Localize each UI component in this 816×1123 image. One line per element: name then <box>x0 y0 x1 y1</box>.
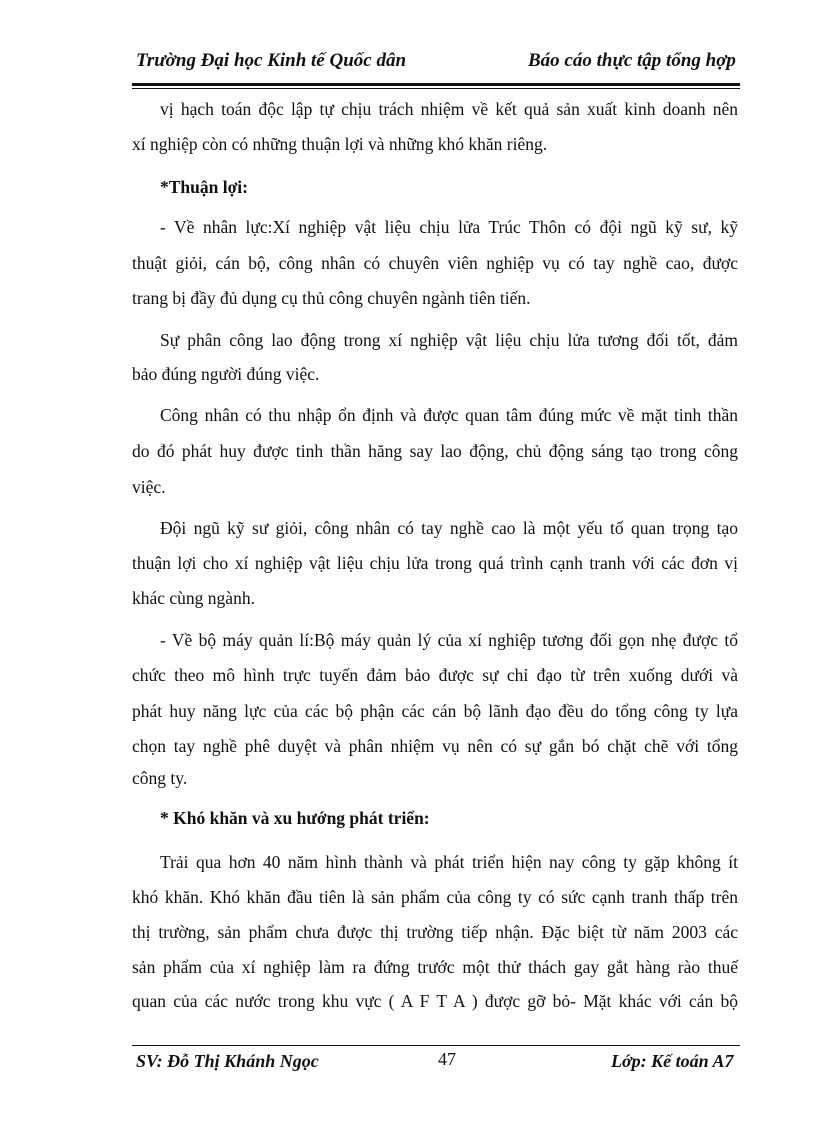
page-header-left: Trường Đại học Kinh tế Quốc dân <box>136 50 407 71</box>
header-rule-thick <box>132 83 740 86</box>
body-line: sản phẩm của xí nghiệp làm ra đứng trước một thử thách gay gắt hàng rào thuế <box>132 957 738 977</box>
footer-class: Lớp: Kế toán A7 <box>611 1051 734 1071</box>
body-line: - Về bộ máy quản lí:Bộ máy quản lý của xí nghiệp tương đối gọn nhẹ được tổ <box>160 630 738 650</box>
body-line: việc. <box>132 477 166 497</box>
header-rule-thin <box>132 88 740 89</box>
body-line: - Về nhân lực:Xí nghiệp vật liệu chịu lửa Trúc Thôn có đội ngũ kỹ sư, kỹ <box>160 217 738 237</box>
footer-student-name: SV: Đỗ Thị Khánh Ngọc <box>136 1051 319 1071</box>
body-line: khác cùng ngành. <box>132 588 255 608</box>
body-line: phát huy năng lực của các bộ phận các cán bộ lãnh đạo đều do tổng công ty lựa <box>132 701 738 721</box>
section-heading-advantages: *Thuận lợi: <box>160 177 248 197</box>
body-line: Công nhân có thu nhập ổn định và được quan tâm đúng mức về mặt tinh thần <box>160 405 738 425</box>
page-header-right: Báo cáo thực tập tổng hợp <box>528 50 736 71</box>
body-line: Sự phân công lao động trong xí nghiệp vật liệu chịu lửa tương đối tốt, đảm <box>160 330 738 350</box>
body-line: bảo đúng người đúng việc. <box>132 364 320 384</box>
body-line: thị trường, sản phẩm chưa được thị trường tiếp nhận. Đặc biệt từ năm 2003 các <box>132 922 738 942</box>
body-line: thuật giỏi, cán bộ, công nhân có chuyên viên nghiệp vụ có tay nghề cao, được <box>132 253 738 273</box>
body-line: xí nghiệp còn có những thuận lợi và những khó khăn riêng. <box>132 134 548 154</box>
page-number: 47 <box>438 1049 456 1069</box>
body-line: Trải qua hơn 40 năm hình thành và phát triển hiện nay công ty gặp không ít <box>160 852 738 872</box>
body-line: trang bị đầy đủ dụng cụ thủ công chuyên ngành tiên tiến. <box>132 288 531 308</box>
body-line: quan của các nước trong khu vực ( A F T A ) được gỡ bỏ- Mặt khác với cán bộ <box>132 991 738 1011</box>
footer-rule <box>132 1045 740 1046</box>
body-line: công ty. <box>132 768 188 788</box>
section-heading-difficulties: * Khó khăn và xu hướng phát triển: <box>160 808 430 828</box>
body-line: Đội ngũ kỹ sư giỏi, công nhân có tay nghề cao là một yếu tố quan trọng tạo <box>160 518 738 538</box>
body-line: khó khăn. Khó khăn đầu tiên là sản phẩm của công ty có sức cạnh tranh thấp trên <box>132 887 738 907</box>
body-line: vị hạch toán độc lập tự chịu trách nhiệm về kết quả sản xuất kinh doanh nên <box>160 99 738 119</box>
body-line: thuận lợi cho xí nghiệp vật liệu chịu lửa trong quá trình cạnh tranh với các đơn vị <box>132 553 738 573</box>
body-line: do đó phát huy được tinh thần hăng say lao động, chủ động sáng tạo trong công <box>132 441 738 461</box>
body-line: chọn tay nghề phê duyệt và phân nhiệm vụ nên có sự gắn bó chặt chẽ với tổng <box>132 736 738 756</box>
body-line: chức theo mô hình trực tuyến đảm bảo được sự chỉ đạo từ trên xuống dưới và <box>132 665 738 685</box>
